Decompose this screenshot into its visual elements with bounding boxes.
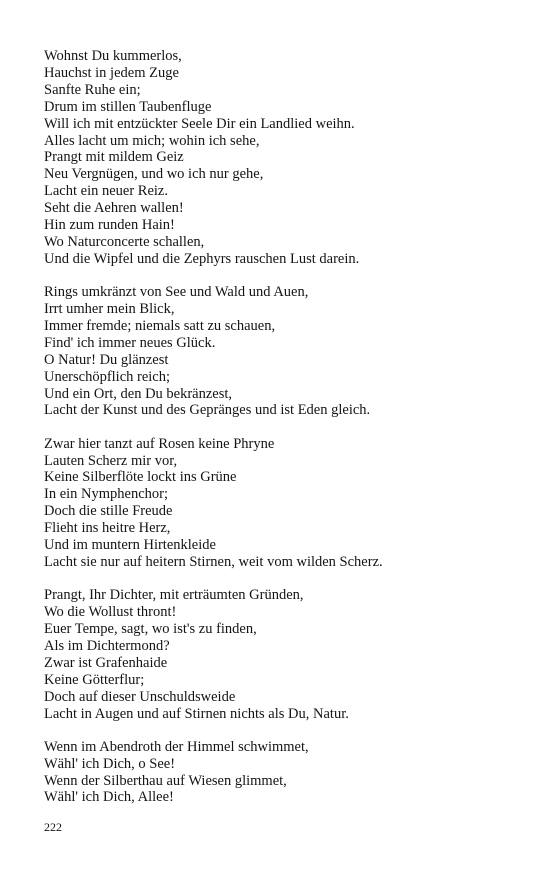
verse-line: Lauten Scherz mir vor, xyxy=(44,452,178,469)
poem-body xyxy=(44,48,534,823)
verse-line: Keine Silberflöte lockt ins Grüne xyxy=(44,469,237,486)
stanza-5 xyxy=(44,739,534,807)
verse-line: Alles lacht um mich; wohin ich sehe, xyxy=(44,132,260,149)
verse-line: Und im muntern Hirtenkleide xyxy=(44,537,216,554)
verse-line: Will ich mit entzückter Seele Dir ein Landlied weihn. xyxy=(44,115,355,132)
stanza-3 xyxy=(44,436,534,571)
page-number: 222 xyxy=(44,820,62,834)
verse-line: O Natur! Du glänzest xyxy=(44,351,169,368)
verse-line: Lacht in Augen und auf Stirnen nichts als Du, Natur. xyxy=(44,705,349,722)
verse-line: Lacht sie nur auf heitern Stirnen, weit vom wilden Scherz. xyxy=(44,553,383,570)
verse-line: Als im Dichtermond? xyxy=(44,637,170,654)
stanza-1 xyxy=(44,48,534,268)
verse-line: Find' ich immer neues Glück. xyxy=(44,334,216,351)
verse-line: Wähl' ich Dich, o See! xyxy=(44,755,176,772)
verse-line: Prangt mit mildem Geiz xyxy=(44,149,184,166)
verse-line: Unerschöpflich reich; xyxy=(44,368,171,385)
verse-line: Lacht ein neuer Reiz. xyxy=(44,183,168,200)
verse-line: Wähl' ich Dich, Allee! xyxy=(44,789,174,806)
verse-line: Wenn im Abendroth der Himmel schwimmet, xyxy=(44,738,309,755)
stanza-4 xyxy=(44,587,534,722)
verse-line: Rings umkränzt von See und Wald und Auen, xyxy=(44,284,309,301)
verse-line: Seht die Aehren wallen! xyxy=(44,200,184,217)
verse-line: Lacht der Kunst und des Gepränges und ist Eden gleich. xyxy=(44,402,371,419)
verse-line: Doch die stille Freude xyxy=(44,503,173,520)
verse-line: Drum im stillen Taubenfluge xyxy=(44,98,212,115)
verse-line: Keine Götterflur; xyxy=(44,671,145,688)
verse-line: Und ein Ort, den Du bekränzest, xyxy=(44,385,233,402)
verse-line: Hin zum runden Hain! xyxy=(44,217,175,234)
verse-line: Doch auf dieser Unschuldsweide xyxy=(44,688,236,705)
verse-line: In ein Nymphenchor; xyxy=(44,486,169,503)
verse-line: Neu Vergnügen, und wo ich nur gehe, xyxy=(44,166,264,183)
verse-line: Sanfte Ruhe ein; xyxy=(44,81,141,98)
verse-line: Wenn der Silberthau auf Wiesen glimmet, xyxy=(44,772,287,789)
verse-line: Wohnst Du kummerlos, xyxy=(44,48,182,64)
verse-line: Immer fremde; niemals satt zu schauen, xyxy=(44,317,276,334)
verse-line: Hauchst in jedem Zuge xyxy=(44,64,179,81)
verse-line: Zwar hier tanzt auf Rosen keine Phryne xyxy=(44,435,275,452)
verse-line: Wo Naturconcerte schallen, xyxy=(44,233,205,250)
verse-line: Und die Wipfel und die Zephyrs rauschen Lust darein. xyxy=(44,250,360,267)
stanza-2 xyxy=(44,284,534,419)
verse-line: Zwar ist Grafenhaide xyxy=(44,654,168,671)
verse-line: Flieht ins heitre Herz, xyxy=(44,520,171,537)
verse-line: Euer Tempe, sagt, wo ist's zu finden, xyxy=(44,620,257,637)
verse-line: Prangt, Ihr Dichter, mit erträumten Gründen, xyxy=(44,587,304,604)
verse-line: Wo die Wollust thront! xyxy=(44,604,177,621)
verse-line: Irrt umher mein Blick, xyxy=(44,300,175,317)
